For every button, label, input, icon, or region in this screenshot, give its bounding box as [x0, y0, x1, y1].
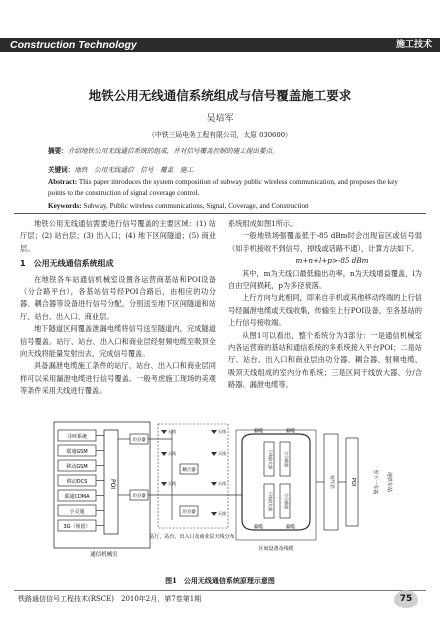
journal-header-bar	[0, 38, 440, 52]
station-room-label: 站厅层	[329, 475, 334, 489]
abstract-zh-text: 介绍地铁公用无线通信系统的组成，并对信号覆盖控制的施工提出要点。	[67, 147, 279, 155]
antenna-icon	[161, 452, 167, 456]
splitter-label-2: 功分器	[132, 494, 146, 499]
poi-long-label: POI	[350, 477, 356, 487]
left-column	[20, 218, 216, 398]
antenna-label: 天线	[218, 429, 226, 434]
right-paragraph-4: 上行方向与此相同，即来自手机或其他移动终端的上行信号经漏泄电缆或天线收集，传输至上行POI设备，至各基站的上行信号接收端。	[228, 293, 422, 328]
combiner-label-1: 合分路器	[284, 451, 289, 467]
antenna-icon	[211, 512, 217, 516]
amplifier-label-2: 干线放大器	[268, 491, 273, 511]
system-label: 联通GSM	[66, 449, 88, 455]
right-paragraph-5: 从图1可以看出，整个系统分为3部分：一是通信机械室内各运营商的基站和通信系统的多系统接入平台POI；二是站厅、站台、出入口和商业层由功分器、耦合器、射频电缆、吸顶天线组成的室内分布系统；三是区间干线放大器、分/合路器、漏泄电缆等。	[228, 330, 422, 390]
keywords-en-label: Keywords:	[48, 202, 82, 210]
leaky-cable-label-1: 漏缆	[254, 429, 263, 434]
right-paragraph-2: 一般地铁场强覆盖低于-85 dBm时会出现盲区或信号弱（如手机接收不到信号、掉线或话路不通），计算方法如下。	[228, 231, 422, 253]
antenna-icon	[211, 452, 217, 456]
keywords-zh-label: 关键词：	[48, 166, 75, 174]
coupler-label-1: 耦合器	[182, 468, 196, 473]
leaky-cable-loop	[242, 434, 310, 530]
paper-title: 地铁公用无线通信系统组成与信号覆盖施工要求	[88, 88, 352, 103]
system-label: 联通CDMA	[64, 494, 90, 500]
next-station-label: 至下一车站	[372, 469, 378, 495]
right-column	[228, 218, 422, 392]
platform-label: 站厅、站台、出入口及商业层天线分布	[149, 534, 235, 540]
amplifier-label-1: 干线放大器	[268, 449, 273, 469]
abstract-zh-label: 摘要：	[48, 147, 68, 155]
poi-label: POI	[109, 478, 116, 490]
system-diagram	[42, 420, 400, 572]
antenna-label: 天线	[168, 481, 176, 486]
antenna-label: 天线	[218, 451, 226, 456]
right-paragraph-1: 系统组成如图1所示。	[228, 219, 298, 228]
antenna-label: 天线	[218, 481, 226, 486]
page-number: 75	[394, 590, 418, 608]
leaky-cable-label-3: 漏缆	[254, 525, 263, 530]
journal-name: Construction Technology	[10, 39, 137, 51]
system-label: 移动DCS	[66, 479, 88, 485]
leaky-cable-label-4: 漏缆	[286, 525, 295, 530]
interval-label: 区间设备及线缆	[258, 546, 294, 552]
antenna-icon	[211, 482, 217, 486]
figure-caption: 图1 公用无线通信系统原理示意图	[165, 576, 275, 585]
interval-frame	[236, 430, 316, 540]
system-label: 小灵通	[69, 509, 85, 515]
subway-station-label: 地铁车站	[386, 471, 392, 493]
equipment-room-label: 通信机械室	[90, 552, 118, 558]
left-paragraph-3: 地下隧道区间覆盖泄漏电缆将信号送至隧道内，完成隧道信号覆盖。站厅、站台、出入口和商业层经射频电缆至吸顶全向天线将能量发射出去，完成信号覆盖。	[20, 324, 216, 359]
left-paragraph-2: 在地铁各车站通信机械室设置各运营商基站和POI设备（分合路平台），各基站信号经POI合路后，由相应的功分器、耦合器等设备进行信号分配，分别送至地下区间隧道和站厅、站台、出入口、商业层。	[20, 274, 216, 321]
splitter-label-3: 功分器	[182, 510, 196, 515]
keywords-zh	[48, 165, 398, 176]
antenna-label: 天线	[218, 511, 226, 516]
system-label: 寻呼系统	[66, 434, 88, 440]
section-heading-1: 1 公用无线通信系统组成	[20, 259, 114, 269]
section-name: 施工技术	[395, 40, 432, 50]
combiner-label-2: 合分路器	[284, 493, 289, 509]
left-paragraph-1: 地铁公用无线通信需要进行信号覆盖的主要区域：(1) 站厅层；(2) 站台层；(3) 出入口；(4) 地下区间隧道；(5) 商业层。	[20, 219, 216, 253]
antenna-label: 天线	[168, 429, 176, 434]
author: 吴培军	[206, 114, 234, 124]
antenna-icon	[161, 430, 167, 434]
system-label: 移动GSM	[66, 464, 88, 470]
abstract-en	[48, 177, 403, 199]
formula: m+n+l+p>-85 dBm	[295, 256, 369, 266]
leaky-cable-label-2: 漏缆	[286, 429, 295, 434]
header-divider	[14, 213, 426, 214]
abstract-en-label: Abstract:	[48, 178, 78, 186]
abstract-en-text: This paper introduces the system composition of subway public wireless communication, and proposes the key points to the construction of signal coverage control.	[48, 178, 398, 197]
keywords-en	[48, 201, 403, 212]
right-paragraph-3: 其中，m为天线口最低输出功率，n为天线增益覆盖，l为自由空间损耗，p为多径衰落。	[228, 268, 422, 291]
keywords-zh-text: 地铁 公用无线通信 信号 覆盖 施工	[74, 166, 194, 174]
affiliation: （中铁三局电务工程有限公司，太原 030600）	[148, 131, 292, 139]
keywords-en-text: Subway, Public wireless communications, Signal, Coverage, and Construction	[83, 202, 309, 210]
abstract-zh	[48, 146, 398, 157]
antenna-label: 天线	[168, 451, 176, 456]
system-list	[58, 430, 104, 531]
antenna-icon	[161, 482, 167, 486]
antenna-icon	[211, 430, 217, 434]
splitter-label-1: 功分器	[132, 438, 146, 443]
system-label: 3G（预留）	[63, 524, 91, 530]
journal-footer: 铁路通信信号工程技术(RSCE) 2010年2月，第7卷第1期	[18, 595, 202, 603]
left-paragraph-4: 具备漏泄电缆施工条件的站厅、站台、出入口和商业层同样可以采用漏泄电缆进行信号覆盖。一般考虑施工现场的美观等条件采用天线进行覆盖。	[20, 361, 216, 396]
footer-divider	[14, 590, 426, 591]
